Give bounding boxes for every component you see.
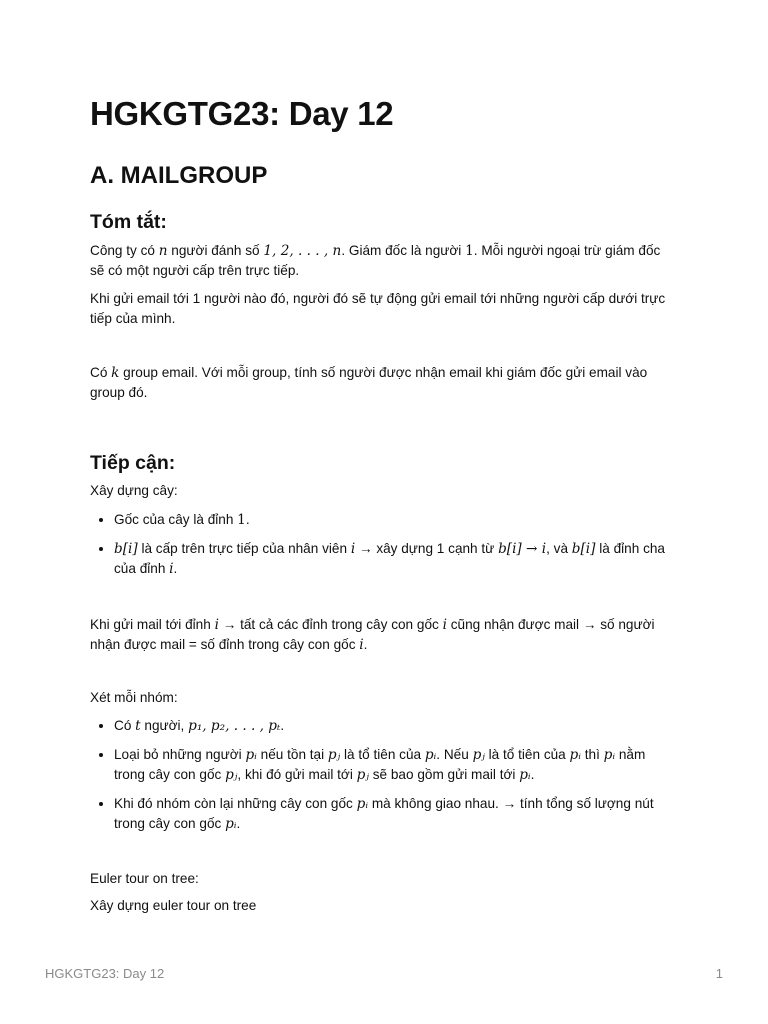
summary-paragraph-1: Công ty có n người đánh số 1, 2, . . . , n. Giám đốc là người 1. Mỗi người ngoại trừ giám đốc sẽ có một người cấp trên trực tiếp. [90, 243, 661, 278]
approach-heading: Tiếp cận: [90, 452, 176, 474]
page-number: 1 [715, 966, 723, 981]
math-range: 1, 2, . . . , n [263, 243, 342, 259]
footer-title: HGKGTG23: Day 12 [45, 966, 165, 981]
summary-paragraph-3: Có k group email. Với mỗi group, tính số người được nhận email khi giám đốc gửi email vào group đó. [90, 365, 648, 400]
list-item: • b[i] là cấp trên trực tiếp của nhân viên i → xây dựng 1 cạnh từ b[i] → i, và b[i] là đỉnh cha của đỉnh i. [114, 539, 675, 579]
list-item: • Khi đó nhóm còn lại những cây con gốc pᵢ mà không giao nhau. → tính tổng số lượng nút trong cây con gốc pᵢ. [114, 794, 675, 834]
section-heading: A. MAILGROUP [90, 162, 268, 189]
euler-label: Euler tour on tree: [90, 871, 199, 886]
mail-paragraph: Khi gửi mail tới đỉnh i → tất cả các đỉnh trong cây con gốc i cũng nhận được mail → số người nhận được mail = số đỉnh trong cây con gốc i. [90, 617, 655, 653]
group-list [90, 716, 675, 843]
euler-build-text: Xây dựng euler tour on tree [90, 898, 257, 913]
summary-paragraph-2: Khi gửi email tới 1 người nào đó, người đó sẽ tự động gửi email tới những người cấp dưới trực tiếp của mình. [90, 291, 666, 326]
each-group-label: Xét mỗi nhóm: [90, 690, 178, 705]
math-k: k [111, 365, 120, 381]
list-item: • Có t người, p₁, p₂, . . . , pₜ. [114, 716, 675, 736]
build-tree-label: Xây dựng cây: [90, 483, 178, 498]
summary-heading: Tóm tắt: [90, 211, 167, 233]
document-title: HGKGTG23: Day 12 [90, 95, 394, 132]
tree-list [90, 510, 675, 588]
list-item: • Loại bỏ những người pᵢ nếu tồn tại pⱼ là tổ tiên của pᵢ. Nếu pⱼ là tổ tiên của pᵢ thì pᵢ nằm trong cây con gốc pⱼ, khi đó gửi mail tới pⱼ sẽ bao gồm gửi mail tới pᵢ. [114, 745, 675, 785]
math-one: 1 [465, 243, 474, 259]
list-item: • Gốc của cây là đỉnh 1. [114, 510, 675, 530]
math-n: n [158, 243, 168, 259]
